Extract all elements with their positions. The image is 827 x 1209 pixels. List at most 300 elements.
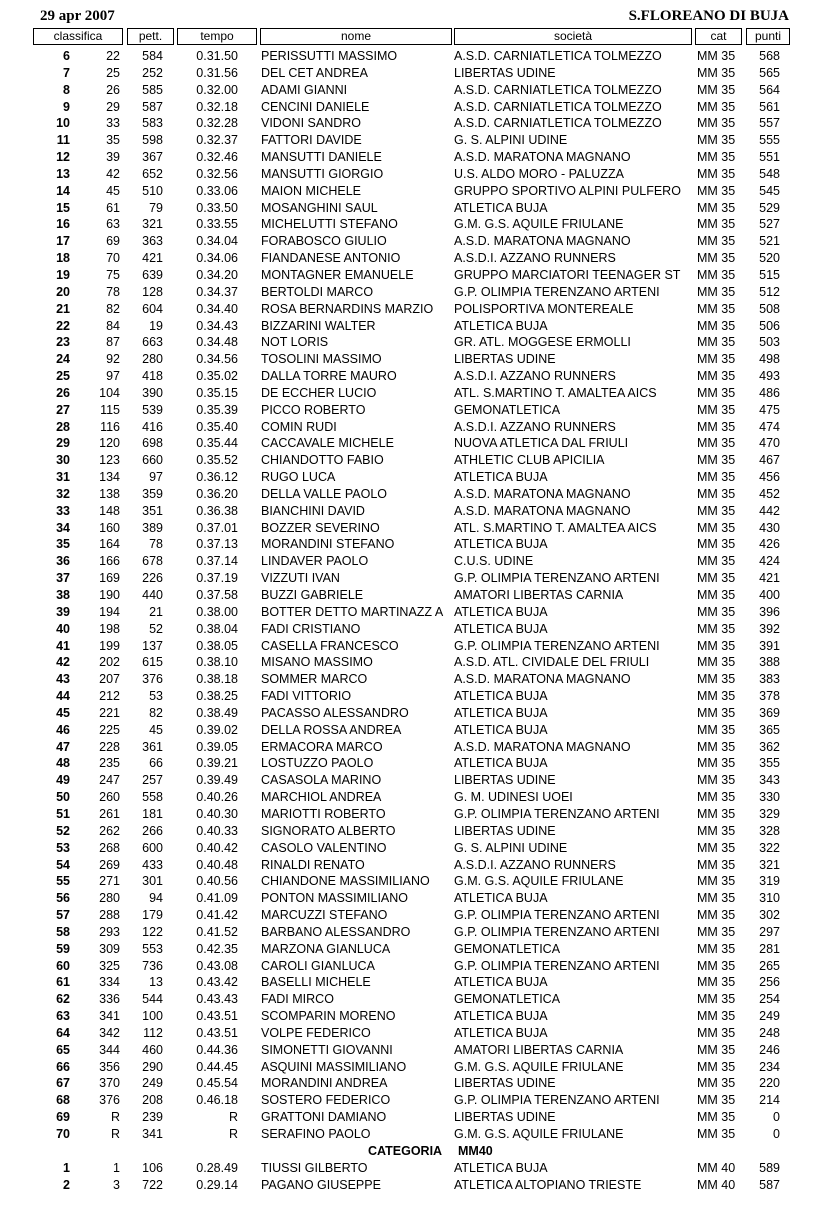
time-cell: 0.43.08 (196, 958, 238, 973)
category-cell: MM 35 (697, 318, 736, 333)
name-cell: CENCINI DANIELE (261, 99, 370, 114)
club-cell: G.P. OLIMPIA TERENZANO ARTENI (454, 806, 660, 821)
time-cell: 0.35.39 (196, 402, 238, 417)
category-cell: MM 35 (697, 638, 736, 653)
category-cell: MM 35 (697, 166, 736, 181)
time-cell: 0.41.09 (196, 891, 238, 906)
category-cell: MM 35 (697, 1025, 736, 1040)
name-cell: MANSUTTI GIORGIO (261, 166, 384, 181)
position-cell: 160 (99, 520, 120, 535)
table-row (0, 1025, 827, 1042)
table-row (0, 587, 827, 604)
club-cell: LIBERTAS UDINE (454, 1110, 556, 1125)
points-cell: 365 (759, 722, 780, 737)
col-punti: punti (746, 28, 790, 45)
time-cell: 0.44.45 (196, 1059, 238, 1074)
points-cell: 521 (759, 234, 780, 249)
time-cell: 0.34.04 (196, 234, 238, 249)
points-cell: 498 (759, 352, 780, 367)
table-row (0, 65, 827, 82)
time-cell: 0.40.42 (196, 840, 238, 855)
time-cell: 0.37.01 (196, 520, 238, 535)
bib-cell: 79 (149, 200, 163, 215)
rank-cell: 14 (56, 183, 70, 198)
table-row (0, 688, 827, 705)
time-cell: 0.38.25 (196, 689, 238, 704)
category-cell: MM 35 (697, 369, 736, 384)
table-row (0, 789, 827, 806)
club-cell: G.P. OLIMPIA TERENZANO ARTENI (454, 958, 660, 973)
club-cell: G.P. OLIMPIA TERENZANO ARTENI (454, 908, 660, 923)
position-cell: R (110, 1127, 120, 1141)
points-cell: 383 (759, 672, 780, 687)
rank-cell: 64 (56, 1025, 70, 1040)
bib-cell: 52 (149, 621, 163, 636)
category-cell: MM 35 (697, 924, 736, 939)
rank-cell: 43 (56, 672, 70, 687)
club-cell: G.M. G.S. AQUILE FRIULANE (454, 1059, 624, 1074)
table-row (0, 553, 827, 570)
position-cell: 75 (106, 267, 120, 282)
position-cell: 87 (106, 335, 120, 350)
category-cell: MM 35 (697, 588, 736, 602)
bib-cell: 112 (143, 1025, 163, 1040)
club-cell: C.U.S. UDINE (454, 554, 534, 569)
points-cell: 214 (759, 1093, 780, 1108)
name-cell: DELLA ROSSA ANDREA (261, 722, 402, 737)
points-cell: 587 (759, 1177, 780, 1192)
rank-cell: 29 (56, 436, 70, 451)
club-cell: POLISPORTIVA MONTEREALE (454, 301, 634, 316)
name-cell: VIDONI SANDRO (261, 116, 362, 131)
club-cell: A.S.D. MARATONA MAGNANO (454, 150, 631, 165)
points-cell: 442 (759, 503, 780, 518)
rank-cell: 67 (56, 1076, 70, 1091)
time-cell: 0.35.52 (196, 453, 238, 468)
points-cell: 475 (759, 402, 780, 417)
points-cell: 520 (759, 251, 780, 266)
position-cell: R (110, 1110, 120, 1125)
position-cell: 325 (99, 958, 120, 973)
table-row (0, 419, 827, 436)
position-cell: 271 (99, 874, 120, 889)
bib-cell: 558 (142, 790, 163, 805)
club-cell: U.S. ALDO MORO - PALUZZA (454, 166, 624, 181)
category-cell: MM 35 (697, 65, 736, 80)
name-cell: BARBANO ALESSANDRO (261, 924, 411, 939)
time-cell: 0.28.49 (196, 1160, 238, 1175)
position-cell: 42 (106, 166, 120, 181)
club-cell: ATLETICA BUJA (454, 1025, 548, 1040)
name-cell: BERTOLDI MARCO (261, 284, 374, 299)
rank-cell: 12 (56, 150, 70, 165)
position-cell: 115 (100, 402, 120, 417)
table-row (0, 99, 827, 116)
club-cell: ATL. S.MARTINO T. AMALTEA AICS (454, 385, 657, 400)
category-cell: MM 35 (697, 975, 736, 990)
name-cell: BIZZARINI WALTER (261, 318, 376, 333)
bib-cell: 53 (149, 689, 163, 704)
col-classifica: classifica (33, 28, 123, 45)
bib-cell: 290 (142, 1059, 163, 1074)
table-row (0, 536, 827, 553)
time-cell: 0.35.44 (196, 436, 238, 451)
category-cell: MM 35 (697, 116, 736, 131)
points-cell: 515 (759, 267, 780, 282)
position-cell: 26 (106, 82, 120, 97)
category-cell: MM 35 (697, 806, 736, 821)
position-cell: 35 (106, 133, 120, 148)
club-cell: ATLETICA BUJA (454, 891, 548, 906)
bib-cell: 660 (142, 453, 163, 468)
time-cell: 0.36.20 (196, 486, 238, 501)
time-cell: R (228, 1110, 238, 1125)
category-cell: MM 35 (697, 284, 736, 299)
position-cell: 225 (99, 722, 120, 737)
category-cell: MM 35 (697, 419, 736, 434)
name-cell: MARIOTTI ROBERTO (261, 806, 386, 821)
bib-cell: 433 (142, 857, 163, 872)
table-row (0, 503, 827, 520)
table-row (0, 991, 827, 1008)
bib-cell: 389 (142, 520, 163, 535)
category-cell: MM 35 (697, 251, 736, 266)
name-cell: CASASOLA MARINO (261, 773, 382, 788)
time-cell: 0.38.05 (196, 638, 238, 653)
time-cell: 0.34.06 (196, 251, 238, 266)
table-row (0, 1008, 827, 1025)
category-cell: MM 35 (697, 486, 736, 501)
position-cell: 22 (106, 49, 120, 63)
points-cell: 493 (759, 369, 780, 384)
club-cell: A.S.D. MARATONA MAGNANO (454, 486, 631, 501)
bib-cell: 13 (149, 975, 163, 990)
table-row (0, 739, 827, 756)
points-cell: 265 (759, 958, 780, 973)
points-cell: 392 (759, 621, 780, 636)
time-cell: 0.33.50 (196, 200, 238, 215)
rank-cell: 24 (56, 352, 70, 367)
name-cell: BASELLI MICHELE (261, 975, 371, 990)
rank-cell: 41 (56, 638, 70, 653)
col-cat: cat (695, 28, 742, 45)
category-cell: MM 35 (697, 301, 736, 316)
time-cell: 0.36.12 (196, 470, 238, 485)
table-row (0, 671, 827, 688)
name-cell: MARCUZZI STEFANO (261, 908, 388, 923)
category-cell: MM 35 (697, 1110, 736, 1125)
position-cell: 198 (99, 621, 120, 636)
name-cell: MORANDINI ANDREA (261, 1076, 388, 1091)
points-cell: 256 (759, 975, 780, 990)
rank-cell: 18 (56, 251, 70, 266)
bib-cell: 122 (142, 924, 163, 939)
rank-cell: 45 (56, 705, 70, 720)
rank-cell: 57 (56, 908, 70, 923)
club-cell: ATLETICA BUJA (454, 200, 548, 215)
rank-cell: 15 (56, 200, 70, 215)
time-cell: 0.32.00 (196, 82, 238, 97)
rank-cell: 11 (56, 133, 70, 148)
bib-cell: 598 (142, 133, 163, 148)
col-societa: società (454, 28, 692, 45)
name-cell: VIZZUTI IVAN (261, 571, 340, 586)
position-cell: 356 (99, 1059, 120, 1074)
column-header-row (0, 28, 827, 45)
bib-cell: 100 (142, 1009, 163, 1024)
name-cell: GRATTONI DAMIANO (261, 1110, 387, 1125)
category-cell: MM 35 (697, 217, 736, 232)
category-cell: MM 35 (697, 756, 736, 771)
table-row (0, 974, 827, 991)
points-cell: 557 (759, 116, 780, 131)
club-cell: A.S.D. CARNIATLETICA TOLMEZZO (454, 82, 662, 97)
club-cell: NUOVA ATLETICA DAL FRIULI (454, 436, 629, 451)
time-cell: 0.42.35 (196, 941, 238, 956)
rank-cell: 28 (56, 419, 70, 434)
position-cell: 166 (99, 554, 120, 569)
name-cell: MAION MICHELE (261, 183, 362, 198)
points-cell: 568 (759, 49, 780, 63)
position-cell: 69 (106, 234, 120, 249)
name-cell: MISANO MASSIMO (261, 655, 373, 670)
bib-cell: 249 (142, 1076, 163, 1091)
table-row (0, 857, 827, 874)
club-cell: AMATORI LIBERTAS CARNIA (454, 588, 624, 602)
bib-cell: 321 (142, 217, 163, 232)
position-cell: 61 (106, 200, 120, 215)
bib-cell: 553 (142, 941, 163, 956)
category-cell: MM 35 (697, 436, 736, 451)
bib-cell: 252 (142, 65, 163, 80)
table-row (0, 334, 827, 351)
name-cell: RUGO LUCA (261, 470, 336, 485)
name-cell: LINDAVER PAOLO (261, 554, 369, 569)
table-row (0, 705, 827, 722)
rank-cell: 42 (56, 655, 70, 670)
category-cell: MM 35 (697, 453, 736, 468)
time-cell: 0.44.36 (196, 1042, 238, 1057)
club-cell: ATLETICA ALTOPIANO TRIESTE (454, 1177, 642, 1192)
rank-cell: 34 (56, 520, 70, 535)
category-cell: MM 35 (697, 49, 736, 63)
bib-cell: 78 (149, 537, 163, 552)
category-cell: MM 35 (697, 1009, 736, 1024)
rank-cell: 52 (56, 823, 70, 838)
time-cell: 0.38.49 (196, 705, 238, 720)
category-cell: MM 35 (697, 823, 736, 838)
points-cell: 343 (759, 773, 780, 788)
time-cell: 0.38.10 (196, 655, 238, 670)
rank-cell: 66 (56, 1059, 70, 1074)
club-cell: A.S.D. ATL. CIVIDALE DEL FRIULI (454, 655, 650, 670)
name-cell: CHIANDONE MASSIMILIANO (261, 874, 430, 889)
name-cell: FORABOSCO GIULIO (261, 234, 387, 249)
bib-cell: 604 (142, 301, 163, 316)
bib-cell: 440 (142, 588, 163, 602)
club-cell: A.S.D.I. AZZANO RUNNERS (454, 369, 616, 384)
points-cell: 0 (773, 1110, 780, 1125)
rank-cell: 36 (56, 554, 70, 569)
table-row (0, 183, 827, 200)
position-cell: 134 (99, 470, 120, 485)
bib-cell: 82 (149, 705, 163, 720)
category-cell: MM 35 (697, 739, 736, 754)
rank-cell: 56 (56, 891, 70, 906)
time-cell: 0.34.37 (196, 284, 238, 299)
club-cell: ATLETICA BUJA (454, 689, 548, 704)
name-cell: SOMMER MARCO (261, 672, 368, 687)
rank-cell: 60 (56, 958, 70, 973)
club-cell: ATLETICA BUJA (454, 470, 548, 485)
bib-cell: 239 (142, 1110, 163, 1125)
position-cell: 228 (99, 739, 120, 754)
rank-cell: 61 (56, 975, 70, 990)
rank-cell: 65 (56, 1042, 70, 1057)
points-cell: 548 (759, 166, 780, 181)
name-cell: MARCHIOL ANDREA (261, 790, 382, 805)
name-cell: CASELLA FRANCESCO (261, 638, 399, 653)
time-cell: 0.39.49 (196, 773, 238, 788)
category-cell: MM 35 (697, 200, 736, 215)
rank-cell: 37 (56, 571, 70, 586)
table-row (0, 890, 827, 907)
points-cell: 297 (759, 924, 780, 939)
name-cell: RINALDI RENATO (261, 857, 365, 872)
club-cell: A.S.D. MARATONA MAGNANO (454, 234, 631, 249)
bib-cell: 301 (142, 874, 163, 889)
category-cell: MM 35 (697, 655, 736, 670)
table-row (0, 873, 827, 890)
rank-cell: 1 (63, 1160, 70, 1175)
bib-cell: 45 (149, 722, 163, 737)
club-cell: A.S.D. CARNIATLETICA TOLMEZZO (454, 116, 662, 131)
category-cell: MM 35 (697, 82, 736, 97)
points-cell: 0 (773, 1127, 780, 1141)
time-cell: 0.35.40 (196, 419, 238, 434)
table-row (0, 604, 827, 621)
club-cell: ATLETICA BUJA (454, 705, 548, 720)
table-row (0, 469, 827, 486)
time-cell: 0.40.48 (196, 857, 238, 872)
category-cell: MM 35 (697, 941, 736, 956)
name-cell: TOSOLINI MASSIMO (261, 352, 382, 367)
rank-cell: 51 (56, 806, 70, 821)
category-label: CATEGORIA (368, 1143, 443, 1158)
points-cell: 254 (759, 992, 780, 1007)
table-row (0, 1177, 827, 1194)
points-cell: 248 (759, 1025, 780, 1040)
bib-cell: 181 (142, 806, 163, 821)
table-row (0, 435, 827, 452)
time-cell: 0.34.20 (196, 267, 238, 282)
col-pett: pett. (127, 28, 174, 45)
category-cell: MM 35 (697, 571, 736, 586)
rank-cell: 26 (56, 385, 70, 400)
category-cell: MM 35 (697, 99, 736, 114)
bib-cell: 361 (142, 739, 163, 754)
position-cell: 268 (99, 840, 120, 855)
position-cell: 148 (99, 503, 120, 518)
position-cell: 341 (99, 1009, 120, 1024)
time-cell: 0.35.02 (196, 369, 238, 384)
time-cell: 0.32.56 (196, 166, 238, 181)
bib-cell: 376 (142, 672, 163, 687)
time-cell: 0.39.02 (196, 722, 238, 737)
category-cell: MM 35 (697, 874, 736, 889)
bib-cell: 351 (142, 503, 163, 518)
category-cell: MM 35 (697, 1076, 736, 1091)
points-cell: 234 (759, 1059, 780, 1074)
name-cell: DALLA TORRE MAURO (261, 369, 397, 384)
points-cell: 470 (759, 436, 780, 451)
time-cell: 0.29.14 (196, 1177, 238, 1192)
rank-cell: 53 (56, 840, 70, 855)
name-cell: MONTAGNER EMANUELE (261, 267, 414, 282)
time-cell: 0.35.15 (196, 385, 238, 400)
bib-cell: 584 (142, 49, 163, 63)
time-cell: 0.33.55 (196, 217, 238, 232)
category-cell: MM 35 (697, 402, 736, 417)
club-cell: GR. ATL. MOGGESE ERMOLLI (454, 335, 631, 350)
table-row (0, 452, 827, 469)
name-cell: SIMONETTI GIOVANNI (261, 1042, 393, 1057)
club-cell: ATLETICA BUJA (454, 1160, 548, 1175)
points-cell: 456 (759, 470, 780, 485)
table-row (0, 722, 827, 739)
table-row (0, 806, 827, 823)
page-header (0, 0, 827, 28)
table-row (0, 301, 827, 318)
table-row (0, 924, 827, 941)
category-cell: MM 35 (697, 1042, 736, 1057)
category-cell: MM 35 (697, 857, 736, 872)
table-row (0, 233, 827, 250)
rank-cell: 2 (63, 1177, 70, 1192)
time-cell: 0.37.19 (196, 571, 238, 586)
table-row (0, 368, 827, 385)
bib-cell: 359 (142, 486, 163, 501)
name-cell: PICCO ROBERTO (261, 402, 366, 417)
category-cell: MM 35 (697, 520, 736, 535)
time-cell: 0.41.42 (196, 908, 238, 923)
club-cell: ATLETICA BUJA (454, 318, 548, 333)
rank-cell: 33 (56, 503, 70, 518)
table-row (0, 772, 827, 789)
position-cell: 344 (99, 1042, 120, 1057)
points-cell: 424 (759, 554, 780, 569)
time-cell: 0.38.18 (196, 672, 238, 687)
club-cell: A.S.D.I. AZZANO RUNNERS (454, 857, 616, 872)
name-cell: FATTORI DAVIDE (261, 133, 362, 148)
category-cell: MM 35 (697, 992, 736, 1007)
table-row (0, 250, 827, 267)
points-cell: 391 (759, 638, 780, 653)
bib-cell: 280 (142, 352, 163, 367)
time-cell: 0.31.50 (196, 49, 238, 63)
time-cell: 0.33.06 (196, 183, 238, 198)
bib-cell: 639 (142, 267, 163, 282)
bib-cell: 544 (142, 992, 163, 1007)
points-cell: 561 (759, 99, 780, 114)
bib-cell: 208 (142, 1093, 163, 1108)
table-row (0, 1109, 827, 1126)
category-cell: MM 35 (697, 672, 736, 687)
points-cell: 474 (759, 419, 780, 434)
points-cell: 503 (759, 335, 780, 350)
name-cell: CHIANDOTTO FABIO (261, 453, 384, 468)
table-row (0, 638, 827, 655)
